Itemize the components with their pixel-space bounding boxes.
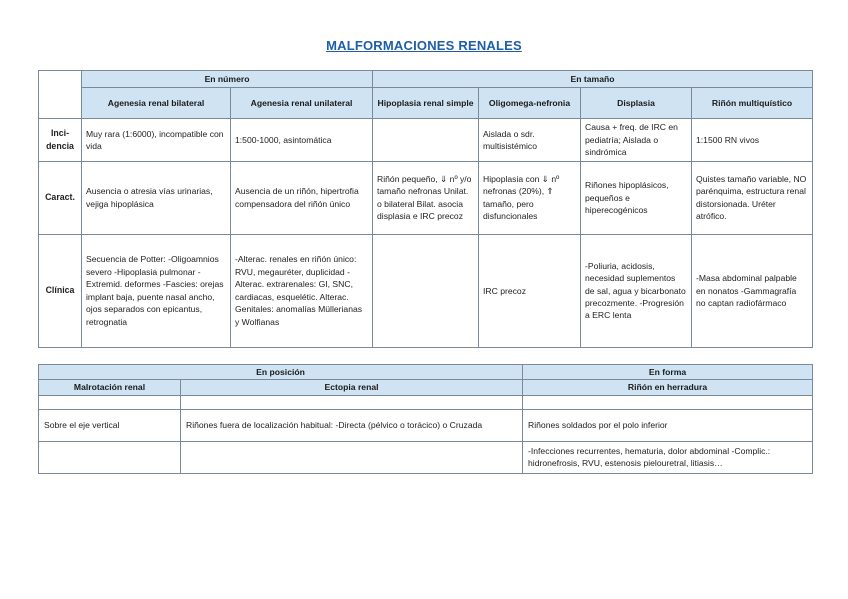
table-cell: Quistes tamaño variable, NO parénquima, estructura renal distorsionada. Uréter atrófico. bbox=[692, 161, 813, 234]
table-cell: Riñones soldados por el polo inferior bbox=[523, 409, 813, 441]
column-header: Malrotación renal bbox=[39, 380, 181, 395]
column-header: Oligomega-nefronia bbox=[479, 88, 581, 119]
table-cell bbox=[523, 395, 813, 409]
table-cell: Hipoplasia con ⇓ nº nefronas (20%), ⇑ tamaño, pero disfuncionales bbox=[479, 161, 581, 234]
table-row bbox=[39, 119, 813, 161]
column-header: Riñón multiquístico bbox=[692, 88, 813, 119]
table-cell bbox=[373, 119, 479, 161]
table-cell bbox=[39, 395, 181, 409]
table-cell: -Alterac. renales en riñón único: RVU, megauréter, duplicidad -Alterac. extrarenales: GI, SNC, cardiacas, esquelétic. Alterac. Genitales: anomalías Müllerianas y Wolfianas bbox=[231, 234, 373, 347]
table-cell: Secuencia de Potter: -Oligoamnios severo -Hipoplasia pulmonar -Extremid. deformes -Fascies: orejas implant baja, puente nasal ancho, ojos separados con epicantus, retrognatia bbox=[82, 234, 231, 347]
corner-cell bbox=[39, 71, 82, 119]
table-cell: Causa + freq. de IRC en pediatría; Aislada o sindrómica bbox=[581, 119, 692, 161]
table-cell: IRC precoz bbox=[479, 234, 581, 347]
column-header: Riñón en herradura bbox=[523, 380, 813, 395]
table-cell: Muy rara (1:6000), incompatible con vida bbox=[82, 119, 231, 161]
renal-malformations-table bbox=[38, 70, 813, 348]
row-header-caract: Caract. bbox=[39, 161, 82, 234]
column-header: Agenesia renal bilateral bbox=[82, 88, 231, 119]
table-cell: Aislada o sdr. multisistémico bbox=[479, 119, 581, 161]
column-header: Agenesia renal unilateral bbox=[231, 88, 373, 119]
table-cell bbox=[181, 441, 523, 473]
table-row bbox=[39, 441, 813, 473]
column-header: Hipoplasia renal simple bbox=[373, 88, 479, 119]
column-header: Displasia bbox=[581, 88, 692, 119]
column-header: Ectopia renal bbox=[181, 380, 523, 395]
group-header-posicion: En posición bbox=[39, 365, 523, 380]
table-row bbox=[39, 161, 813, 234]
renal-position-shape-table bbox=[38, 364, 813, 474]
row-header-incidencia: Inci-dencia bbox=[39, 119, 82, 161]
table-cell bbox=[373, 234, 479, 347]
table-cell bbox=[181, 395, 523, 409]
group-header-forma: En forma bbox=[523, 365, 813, 380]
table-cell: 1:500-1000, asintomática bbox=[231, 119, 373, 161]
table-cell: Ausencia de un riñón, hipertrofia compensadora del riñón único bbox=[231, 161, 373, 234]
table-cell: Riñones hipoplásicos, pequeños e hiperecogénicos bbox=[581, 161, 692, 234]
row-header-clinica: Clínica bbox=[39, 234, 82, 347]
table-cell: Riñón pequeño, ⇓ nº y/o tamaño nefronas Unilat. o bilateral Bilat. asocia displasia e IRC precoz bbox=[373, 161, 479, 234]
table-cell: Sobre el eje vertical bbox=[39, 409, 181, 441]
table-cell: -Poliuria, acidosis, necesidad suplementos de sal, agua y bicarbonato precozmente. -Progresión a ERC lenta bbox=[581, 234, 692, 347]
table-row bbox=[39, 234, 813, 347]
page-title: MALFORMACIONES RENALES bbox=[326, 38, 522, 53]
table-cell bbox=[39, 441, 181, 473]
table-cell: Ausencia o atresia vías urinarias, vejiga hipoplásica bbox=[82, 161, 231, 234]
table-cell: 1:1500 RN vivos bbox=[692, 119, 813, 161]
table-cell: Riñones fuera de localización habitual: -Directa (pélvico o torácico) o Cruzada bbox=[181, 409, 523, 441]
table-cell: -Infecciones recurrentes, hematuria, dolor abdominal -Complic.: hidronefrosis, RVU, estenosis pielouretral, litiasis… bbox=[523, 441, 813, 473]
table-row bbox=[39, 409, 813, 441]
table-row bbox=[39, 395, 813, 409]
group-header-tamano: En tamaño bbox=[373, 71, 813, 88]
group-header-numero: En número bbox=[82, 71, 373, 88]
table-cell: -Masa abdominal palpable en nonatos -Gammagrafía no captan radiofármaco bbox=[692, 234, 813, 347]
